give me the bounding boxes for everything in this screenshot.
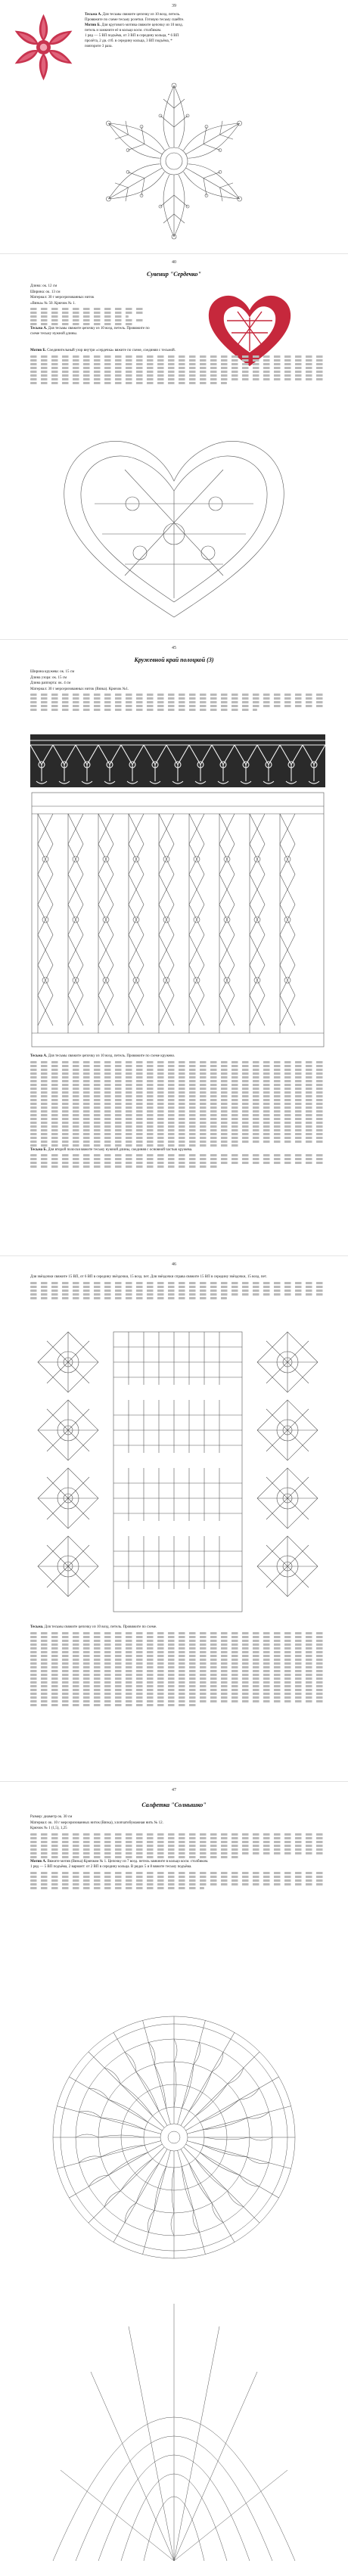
block-label: Мотив А.: [30, 1859, 47, 1864]
page-46: [0, 1255, 348, 1778]
page-number: 47: [172, 1788, 176, 1792]
page-number: 39: [172, 4, 176, 8]
block-label: Мотив Б.: [85, 23, 101, 28]
block-label: Тесьма А.: [85, 13, 102, 17]
block-text: Для тесьмы свяжите цепочку из 10 возд. петель. Провяжите по схеме.: [44, 1625, 157, 1629]
block-label: Тесьма Б.: [30, 1147, 47, 1152]
block-text: Для тесьмы свяжите цепочку из 10 возд. петель. Провяжите по схеме тесьму розетки. Готовую тесьму сшейте.: [85, 13, 185, 22]
page-39: [0, 0, 348, 250]
block-text: Для тесьмы свяжите цепочку из 10 возд. петель. Провяжите по схеме тесьму нужной длины.: [30, 327, 150, 336]
page-40: [0, 253, 348, 636]
snowflake-motif-photo: [8, 11, 79, 83]
page-45-text: [30, 1054, 325, 1169]
page-number: 45: [172, 646, 176, 650]
stars-lace-chart: [30, 1324, 325, 1619]
block-text: 1 ряд — 5 ВП подъёма, от 3 ВП в середину кольца, * 6 ВП пролёта, 2 дв. стб. в середину кольца, 3 ВП подъёма, * повторите 3 раза.: [85, 34, 179, 48]
spec-line: Материал: 30 г мерсеризованных ниток: [30, 296, 95, 300]
page-number: 40: [172, 260, 176, 265]
snowflake-chart-diagram: [57, 79, 291, 242]
sun-doily-detail-chart: [45, 2281, 303, 2568]
spec-line: Крючок № 1 (1,5), 1,25: [30, 1826, 67, 1831]
page-47-text: [30, 1815, 325, 1891]
block-text: Для тесьмы свяжите цепочку из 10 возд. петель. Провяжите по схеме кружево.: [48, 1054, 176, 1058]
block-label: Тесьма А.: [30, 327, 48, 331]
lace-edging-photo: [30, 734, 325, 787]
block-text: Соединительный узор внутри «сердечка» вяжите по схеме, соединяя с тесьмой.: [47, 349, 176, 352]
block-text: Для кругового мотива свяжите цепочку из 10 возд. петель и замкните её в кольцо косм. столбиком.: [85, 23, 183, 33]
spec-line: Длина: ок. 12 см: [30, 284, 57, 288]
spec-line: Материал: 30 г мерсеризованных ниток (Вязка). Крючок №1.: [30, 687, 129, 691]
block-text: Вяжите мотив (Вязка) Крючком № 1. Цепочку из 7 возд. петель замкните в кольцо косм. столбиком.: [47, 1859, 209, 1864]
lace-edging-chart: [30, 791, 325, 1048]
spec-line: Размер: диаметр ок. 30 см: [30, 1815, 73, 1819]
spec-line: Материал: ок. 10 г мерсеризованных ниток (Вязка), хлопчатобумажная нить № 12.: [30, 1820, 163, 1825]
spec-line: Ширина кружева: ок. 15 см: [30, 670, 75, 674]
page-39-text: [85, 13, 189, 50]
page-45-specs: [30, 670, 325, 712]
block-label: Мотив Б.: [30, 349, 46, 352]
spec-line: Длина узора: ок. 15 см: [30, 675, 67, 680]
block-label: Тесьма.: [30, 1625, 44, 1629]
spec-line: Ширина: ок. 13 см: [30, 290, 61, 294]
section-title: Салфетка "Солнышко": [141, 1802, 207, 1808]
sun-doily-chart: [45, 2009, 303, 2266]
block-text: Для звёздочки свяжите 15 ВП, от 6 ВП в середину звёздочки, 15 возд. пет. Для звёздочки справа свяжите 15 ВП в середину звёздочки, 15 возд. пет.: [30, 1275, 267, 1279]
page-number: 46: [172, 1262, 176, 1267]
section-title: Сувенир "Сердечко": [147, 271, 201, 278]
block-text: 1 ряд — 5 ВП подъёма, 2 вариант: от 2 ВП в середину кольца. В рядах 5 и 8 вяжите тесьму подъёма.: [30, 1865, 192, 1870]
section-title: Кружевной край полоцкой (3): [134, 656, 214, 663]
heart-chart-diagram: [49, 424, 299, 628]
spec-line: «Вязка» № 50. Крючок № 1.: [30, 301, 76, 306]
page-40-specs: [30, 284, 159, 338]
page-40-text: [30, 349, 325, 386]
block-text: Для второй полоски вяжите тесьму нужной длины, соединяя с основной частью кружева.: [48, 1147, 193, 1152]
page-45: [0, 639, 348, 1252]
block-label: Тесьма А.: [30, 1054, 48, 1058]
page-46-text-bottom: [30, 1625, 325, 1708]
page-46-text-top: [30, 1275, 325, 1301]
page-47: [0, 1781, 348, 2576]
spec-line: Длина раппорта: ок. 4 см: [30, 681, 71, 686]
